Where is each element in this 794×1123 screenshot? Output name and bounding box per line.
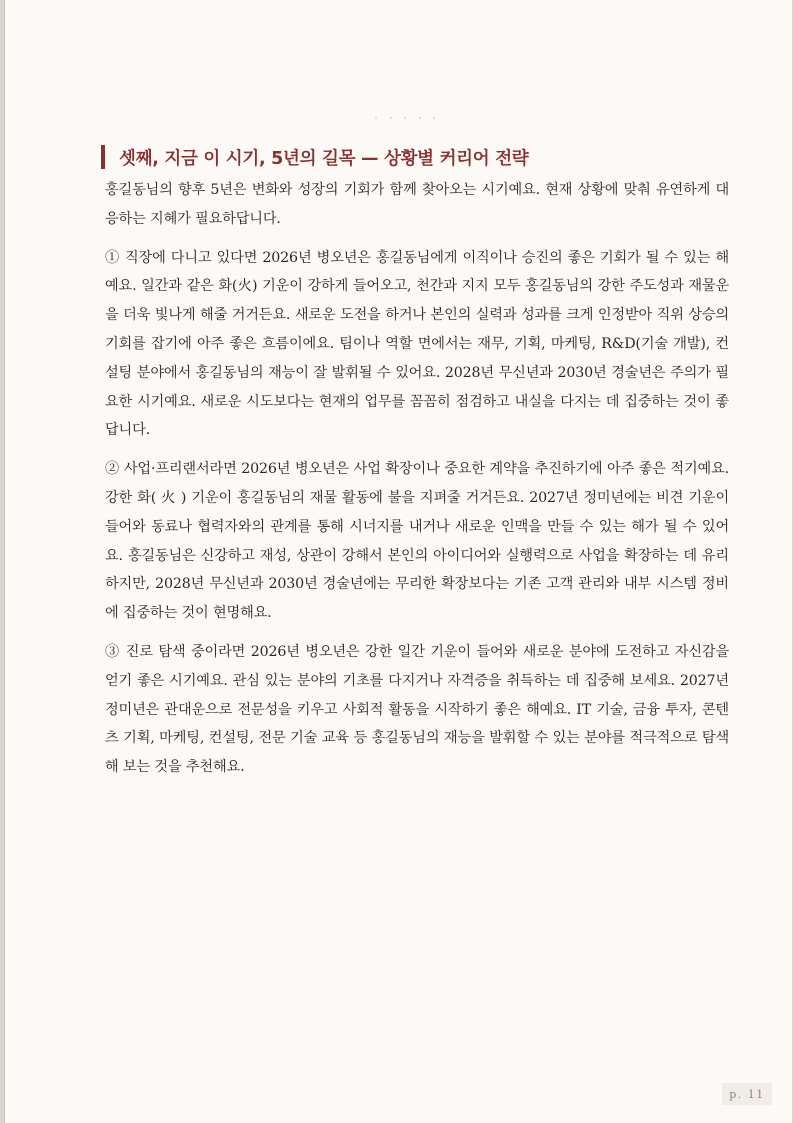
decorative-dots [375,117,435,121]
intro-paragraph: 홍길동님의 향후 5년은 변화와 성장의 기회가 함께 찾아오는 시기예요. 현재 상황에 맞춰 유연하게 대응하는 지혜가 필요하답니다. [105,182,729,227]
career-exploration-paragraph: ③ 진로 탐색 중이라면 2026년 병오년은 강한 일간 기운이 들어와 새로운 분야에 도전하고 자신감을 얻기 좋은 시기예요. 관심 있는 분야의 기초를 다지거나 자격증을 취득하는 데 집중해 보세요. 2027년 정미년은 관대운으로 전문성을 키우고 사회적 활동을 시작하기 좋은 해예요. IT 기술, 금융 투자, 콘텐츠 기획, 마케팅, 컨설팅, 전문 기술 교육 등 홍길동님의 재능을 발휘할 수 있는 분야를 적극적으로 탐색해 보는 것을 추천해요. [105,643,729,776]
employed-paragraph: ① 직장에 다니고 있다면 2026년 병오년은 홍길동님에게 이직이나 승진의 좋은 기회가 될 수 있는 해예요. 일간과 같은 화(火) 기운이 강하게 들어오고, 천간과 지지 모두 홍길동님의 강한 주도성과 재물운을 더욱 빛나게 해줄 거거든요. 새로운 도전을 하거나 본인의 실력과 성과를 크게 인정받아 직위 상승의 기회를 잡기에 아주 좋은 흐름이에요. 팀이나 역할 면에서는 재무, 기획, 마케팅, R&D(기술 개발), 컨설팅 분야에서 홍길동님의 재능이 잘 발휘될 수 있어요. 2028년 무신년과 2030년 경술년은 주의가 필요한 시기예요. 새로운 시도보다는 현재의 업무를 꼼꼼히 점검하고 내실을 다지는 데 집중하는 것이 좋답니다. [105,249,729,439]
page-number: p. 11 [722,1083,772,1105]
document-page [4,0,792,1123]
section-title: 셋째, 지금 이 시기, 5년의 길목 — 상황별 커리어 전략 [119,148,529,169]
heading-accent-bar [101,145,105,169]
section-heading [101,143,741,171]
business-paragraph: ② 사업·프리랜서라면 2026년 병오년은 사업 확장이나 중요한 계약을 추진하기에 아주 좋은 적기예요. 강한 화( 火 ) 기운이 홍길동님의 재물 활동에 불을 지펴줄 거거든요. 2027년 정미년에는 비견 기운이 들어와 동료나 협력자와의 관계를 통해 시너지를 내거나 새로운 인맥을 만들 수 있는 해가 될 수 있어요. 홍길동님은 신강하고 재성, 상관이 강해서 본인의 아이디어와 실행력으로 사업을 확장하는 데 유리하지만, 2028년 무신년과 2030년 경술년에는 무리한 확장보다는 기존 고객 관리와 내부 시스템 정비에 집중하는 것이 현명해요. [105,461,729,622]
body-text [105,176,729,792]
